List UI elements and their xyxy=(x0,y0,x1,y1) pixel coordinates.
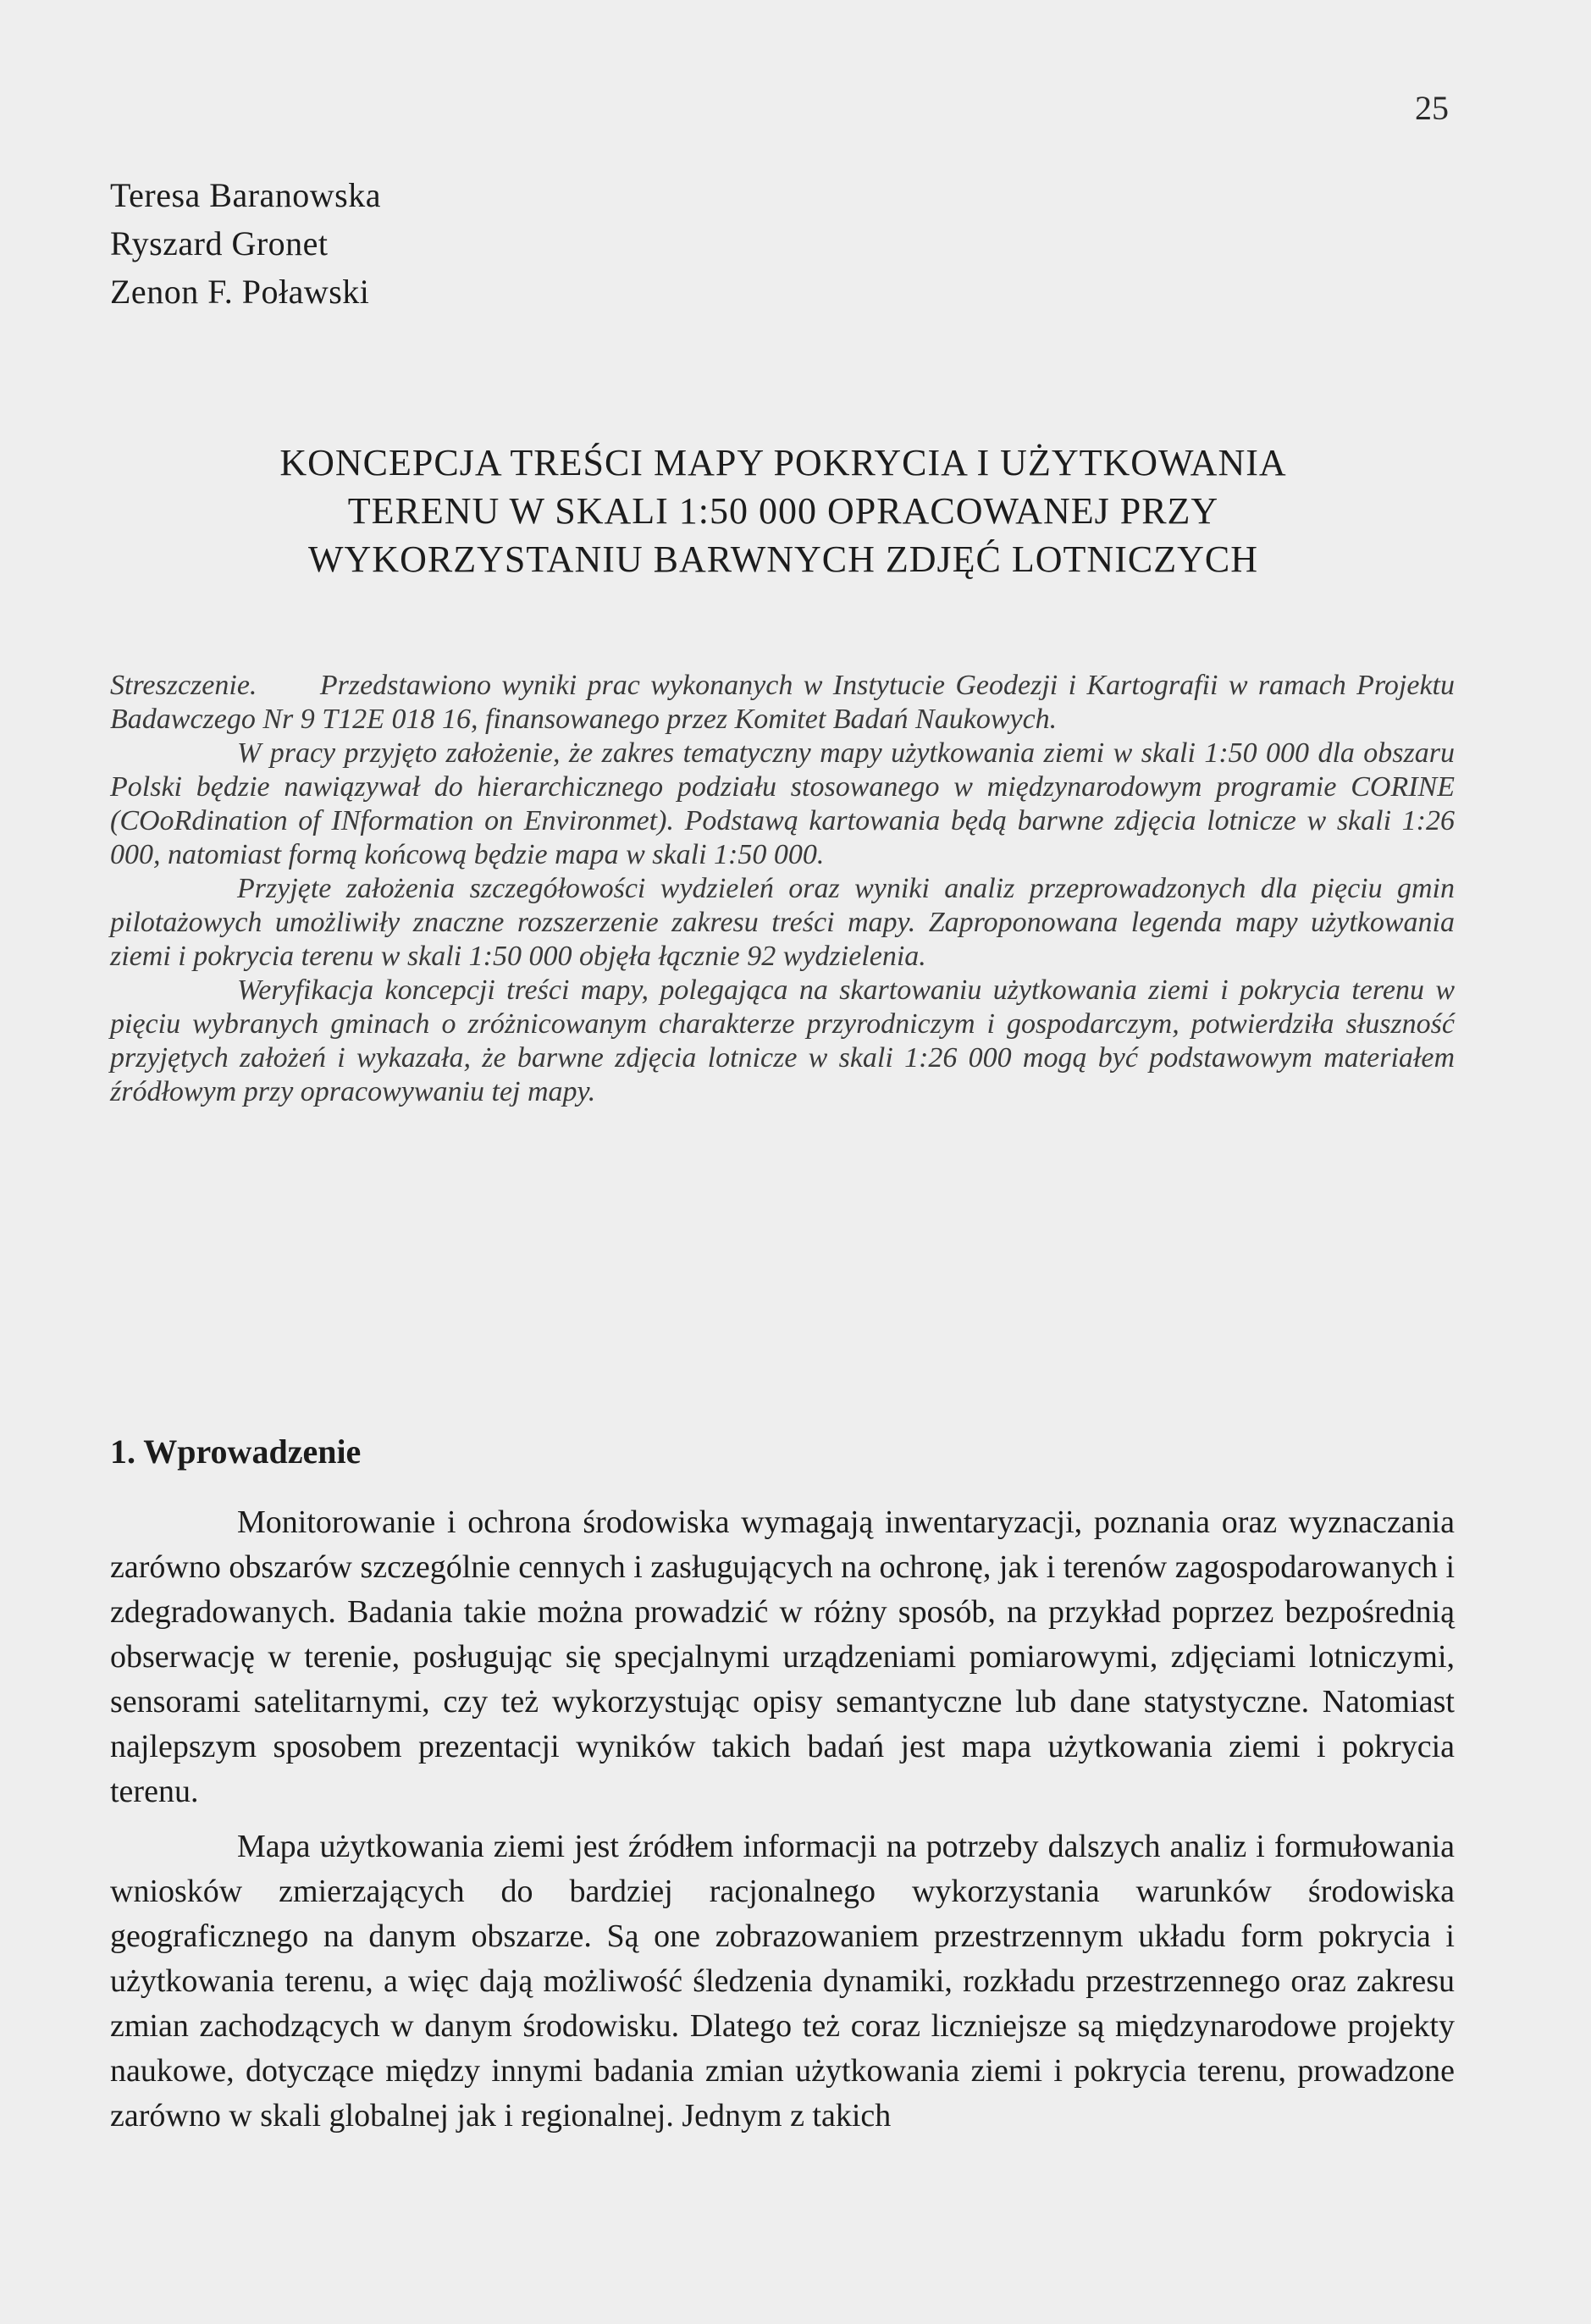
author-list xyxy=(110,171,381,316)
abstract-paragraph: W pracy przyjęto założenie, że zakres tematyczny mapy użytkowania ziemi w skali 1:50 000 dla obszaru Polski będzie nawiązywał do hierarchicznego podziału stosowanego w międzynarodowym programie CORINE (COoRdination of INformation on Environmet). Podstawą kartowania będą barwne zdjęcia lotnicze w skali 1:26 000, natomiast formą końcową będzie mapa w skali 1:50 000. xyxy=(110,737,1455,870)
body-paragraph: Monitorowanie i ochrona środowiska wymagają inwentaryzacji, poznania oraz wyznaczania zarówno obszarów szczególnie cennych i zasługujących na ochronę, jak i terenów zagospodarowanych i zdegradowanych. Badania takie można prowadzić w różny sposób, na przykład poprzez bezpośrednią obserwację w terenie, posługując się specjalnymi urządzeniami pomiarowymi, zdjęciami lotniczymi, sensorami satelitarnymi, czy też wykorzystując opisy semantyczne lub dane statystyczne. Natomiast najlepszym sposobem prezentacji wyników takich badań jest mapa użytkowania ziemi i pokrycia terenu. xyxy=(110,1504,1455,1809)
section-body xyxy=(110,1500,1455,2139)
abstract-paragraph xyxy=(110,669,1455,737)
author-name: Ryszard Gronet xyxy=(110,224,329,262)
page-number: 25 xyxy=(1415,89,1449,127)
title-line: TERENU W SKALI 1:50 000 OPRACOWANEJ PRZY xyxy=(347,490,1219,532)
abstract-paragraph: Przyjęte założenia szczegółowości wydzieleń oraz wyniki analiz przeprowadzonych dla pięciu gmin pilotażowych umożliwiły znaczne rozszerzenie zakresu treści mapy. Zaproponowana legenda mapy użytkowania ziemi i pokrycia terenu w skali 1:50 000 objęła łącznie 92 wydzielenia. xyxy=(110,873,1455,972)
section-heading: 1. Wprowadzenie xyxy=(110,1432,362,1471)
author-name: Zenon F. Poławski xyxy=(110,273,370,311)
abstract-text: Przedstawiono wyniki prac wykonanych w Instytucie Geodezji i Kartografii w ramach Projektu Badawczego Nr 9 T12E 018 16, finansowanego przez Komitet Badań Naukowych. xyxy=(110,670,1455,735)
abstract-paragraph: Weryfikacja koncepcji treści mapy, polegająca na skartowaniu użytkowania ziemi i pokrycia terenu w pięciu wybranych gminach o zróżnicowanym charakterze przyrodniczym i gospodarczym, potwierdziła słuszność przyjętych założeń i wykazała, że barwne zdjęcia lotnicze w skali 1:26 000 mogą być podstawowym materiałem źródłowym przy opracowywaniu tej mapy. xyxy=(110,974,1455,1107)
title-line: WYKORZYSTANIU BARWNYCH ZDJĘĆ LOTNICZYCH xyxy=(308,538,1258,580)
abstract-label: Streszczenie. xyxy=(110,670,257,701)
abstract xyxy=(110,669,1455,1109)
article-title xyxy=(110,439,1456,583)
author-name: Teresa Baranowska xyxy=(110,176,382,214)
title-line: KONCEPCJA TREŚCI MAPY POKRYCIA I UŻYTKOWANIA xyxy=(279,442,1287,483)
body-paragraph: Mapa użytkowania ziemi jest źródłem informacji na potrzeby dalszych analiz i formułowania wniosków zmierzających do bardziej racjonalnego wykorzystania warunków środowiska geograficznego na danym obszarze. Są one zobrazowaniem przestrzennym układu form pokrycia i użytkowania terenu, a więc dają możliwość śledzenia dynamiki, rozkładu przestrzennego oraz zakresu zmian zachodzących w danym środowisku. Dlatego też coraz liczniejsze są międzynarodowe projekty naukowe, dotyczące między innymi badania zmian użytkowania ziemi i pokrycia terenu, prowadzone zarówno w skali globalnej jak i regionalnej. Jednym z takich xyxy=(110,1829,1455,2134)
